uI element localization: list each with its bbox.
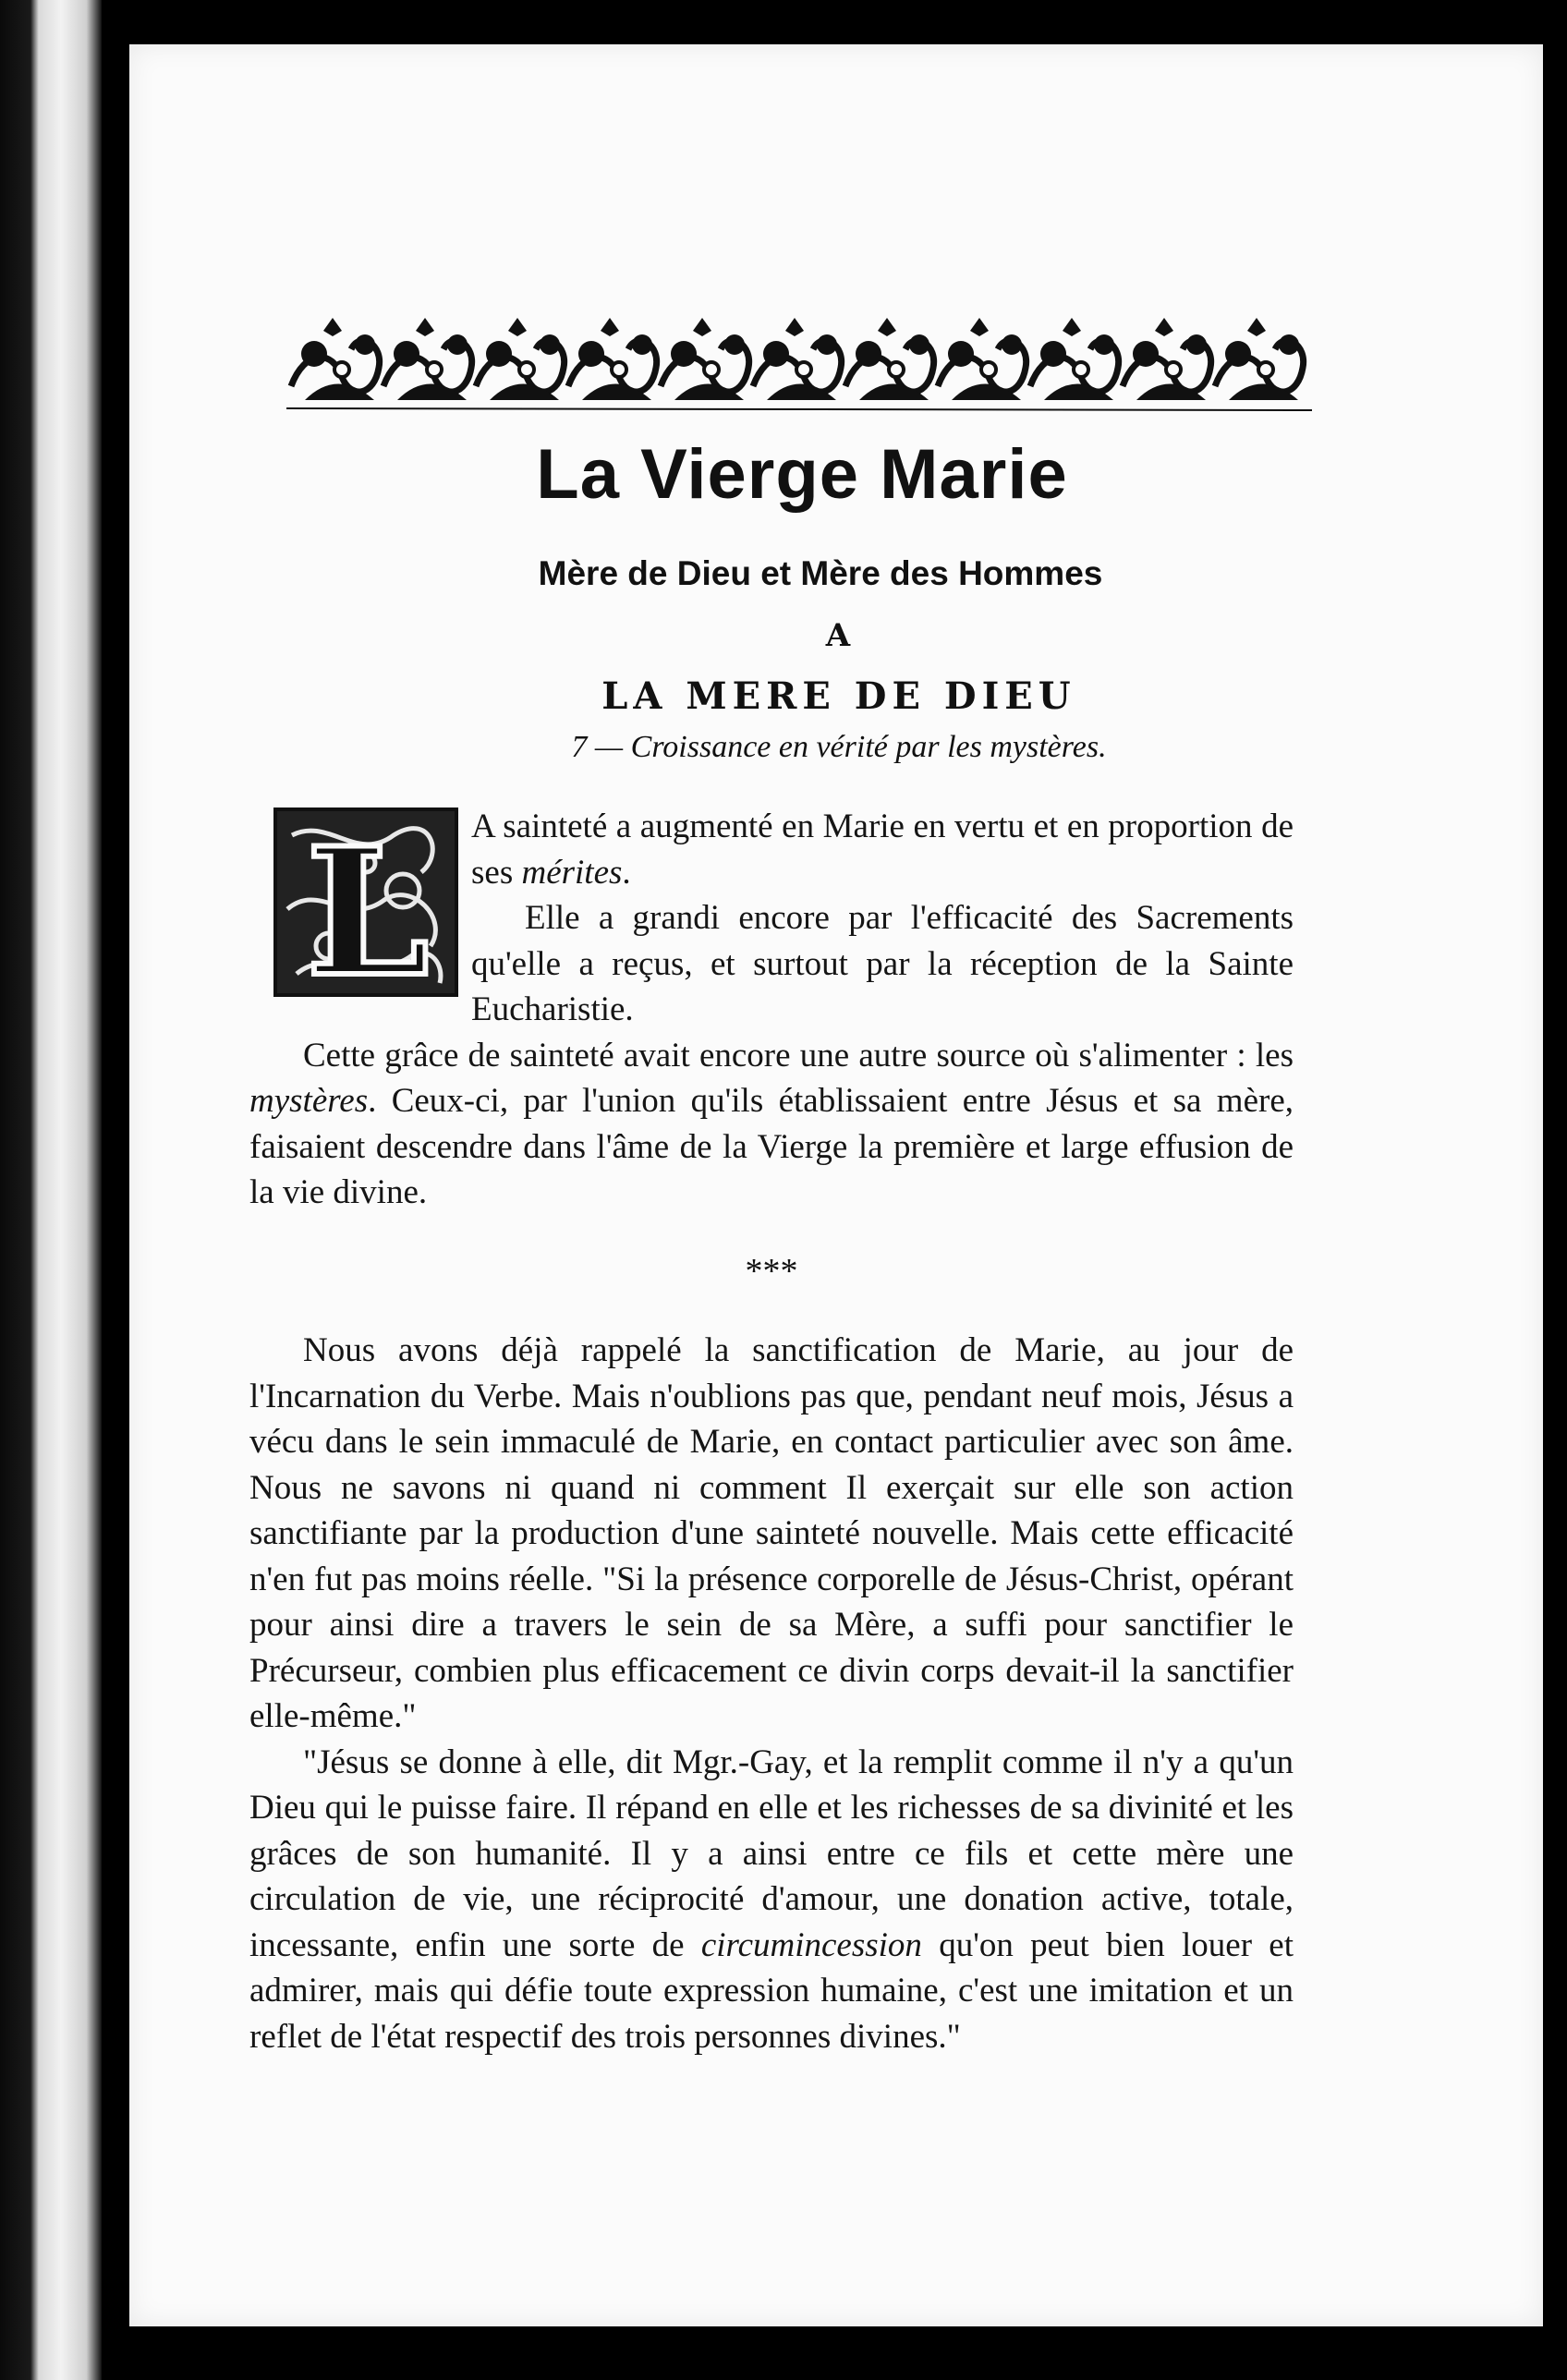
paragraph-2: Elle a grandi encore par l'efficacité des Sacrements qu'elle a reçus, et surtout par la réception de la Sainte Eucharistie. [471,899,1294,1028]
part-letter: A [825,617,853,654]
page-subtitle: Mère de Dieu et Mère des Hommes [538,554,1103,592]
ornamental-frieze [286,305,1312,416]
chapter-heading: 7 — Croissance en vérité par les mystères. [571,730,1107,764]
body-text [249,804,1294,2059]
paragraph-1: A sainteté a augmenté en Marie en vertu et en proportion de ses mérites. [471,808,1294,892]
paragraph-5: "Jésus se donne à elle, dit Mgr.-Gay, et la remplit comme il n'y a qu'un Dieu qui le puisse faire. Il répand en elle et les richesses de sa divinité et les grâces de son humanité. Il y a ainsi entre ce fils et cette mère une circulation de vie, une réciprocité d'amour, une donation active, totale, incessante, enfin une sorte de circumincession qu'on peut bien louer et admirer, mais qui défie toute expression humaine, c'est une imitation et un reflet de l'état respectif des trois personnes divines." [249,1742,1294,2056]
page-title: La Vierge Marie [536,435,1068,514]
section-heading: LA MERE DE DIEU [601,674,1076,718]
section-separator: *** [745,1251,798,1291]
dropcap-ornament [273,808,458,997]
paragraph-4: Nous avons déjà rappelé la sanctification de Marie, au jour de l'Incarnation du Verbe. Mais n'oublions pas que, pendant neuf mois, Jésus a vécu dans le sein immaculé de Marie, en contact particulier avec son âme. Nous ne savons ni quand ni comment Il exerçait sur elle son action sanctifiante par la production d'une sainteté nouvelle. Mais cette efficacité n'en fut pas moins réelle. "Si la présence corporelle de Jésus-Christ, opérant pour ainsi dire a travers le sein de sa Mère, a suffi pour sanctifier le Précurseur, combien plus efficacement ce divin corps devait-il la sanctifier elle-même." [249,1331,1294,1735]
book-binding [0,0,102,2380]
paragraph-3: Cette grâce de sainteté avait encore une autre source où s'alimenter : les mystères. Ceux-ci, par l'union qu'ils établissaient entre Jésus et sa mère, faisaient descendre dans l'âme de la Vierge la première et large effusion de la vie divine. [249,1036,1294,1211]
dropcap-letter: L [306,809,430,997]
